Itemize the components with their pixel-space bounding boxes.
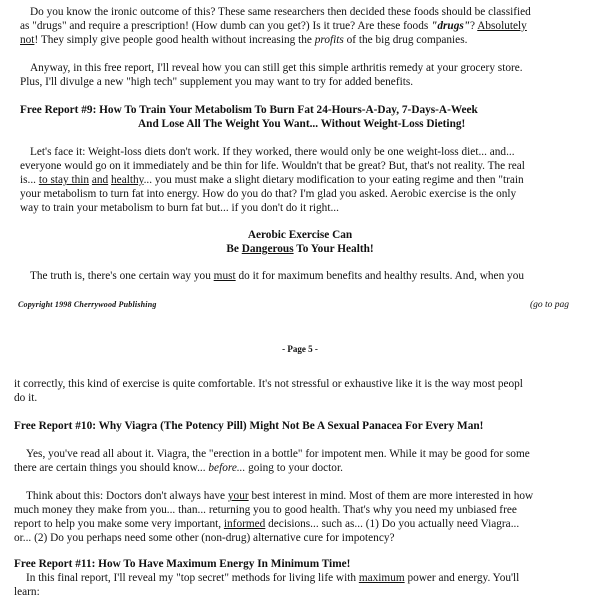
paragraph-final-report-line-1: In this final report, I'll reveal my "top secret" methods for living life with maximum power and energy. You'll [26,572,520,584]
report-11-heading: Free Report #11: How To Have Maximum Energy In Minimum Time! [14,558,351,570]
paragraph-weight-loss-line-1: Let's face it: Weight-loss diets don't work. If they worked, there would only be one weight-loss diet... and... [30,146,515,158]
paragraph-ironic-outcome-line-1: Do you know the ironic outcome of this? These same researchers then decided these foods should be classified [30,6,531,18]
go-to-page-link[interactable]: (go to pag [530,300,570,310]
report-9-heading-line-2: And Lose All The Weight You Want... Without Weight-Loss Dieting! [138,118,466,130]
paragraph-ironic-outcome-line-3: not! They simply give people good health without increasing the profits of the big drug companies. [20,34,468,46]
paragraph-arthritis-line-2: Plus, I'll divulge a new "high tech" supplement you may want to try for added benefits. [20,76,414,88]
paragraph-doctors-line-1: Think about this: Doctors don't always have your best interest in mind. Most of them are more interested in how [26,490,534,502]
paragraph-ironic-outcome-line-2: as "drugs" and require a prescription! (How dumb can you get?) Is it true? Are these foods "drugs"? Absolutely [20,20,527,32]
report-10-heading: Free Report #10: Why Viagra (The Potency Pill) Might Not Be A Sexual Panacea For Every Man! [14,420,484,432]
paragraph-continued-line-2: do it. [14,392,38,404]
subheading-aerobic-line-1: Aerobic Exercise Can [247,229,353,241]
paragraph-final-report-line-2: learn: [14,586,40,598]
copyright-footer: Copyright 1998 Cherrywood Publishing [18,300,157,309]
page-number: - Page 5 - [282,344,318,354]
paragraph-doctors-line-4: or... (2) Do you perhaps need some other (non-drug) alternative cure for impotency? [14,532,395,544]
paragraph-viagra-line-1: Yes, you've read all about it. Viagra, the "erection in a bottle" for impotent men. While it may be good for some [26,448,530,460]
paragraph-continued-line-1: it correctly, this kind of exercise is quite comfortable. It's not stressful or exhaustive like it is the way most peopl [14,378,523,390]
paragraph-weight-loss-line-4: your metabolism to turn fat into energy. How do you do that? I'm glad you asked. Aerobic exercise is the only [20,188,517,200]
paragraph-doctors-line-3: report to help you make some very important, informed decisions... such as... (1) Do you actually need Viagra... [14,518,520,530]
report-9-heading-line-1: Free Report #9: How To Train Your Metabolism To Burn Fat 24-Hours-A-Day, 7-Days-A-Week [20,104,478,116]
paragraph-weight-loss-line-5: way to train your metabolism to burn fat but... if you don't do it right... [20,202,339,214]
paragraph-weight-loss-line-2: everyone would go on it immediately and be thin for life. Wouldn't that be great? But, that's not reality. The real [20,160,525,172]
paragraph-truth-line-1: The truth is, there's one certain way you must do it for maximum benefits and healthy results. And, when you [30,270,524,282]
paragraph-doctors-line-2: much money they make from you... than... returning you to good health. That's why you need my unbiased free [14,504,517,516]
paragraph-arthritis-line-1: Anyway, in this free report, I'll reveal how you can still get this simple arthritis remedy at your grocery store. [30,62,523,74]
subheading-aerobic-line-2: Be Dangerous To Your Health! [226,243,374,255]
paragraph-viagra-line-2: there are certain things you should know... before... going to your doctor. [14,462,343,474]
paragraph-weight-loss-line-3: is... to stay thin and healthy... you must make a slight dietary modification to your eating regime and then "train [20,174,524,186]
